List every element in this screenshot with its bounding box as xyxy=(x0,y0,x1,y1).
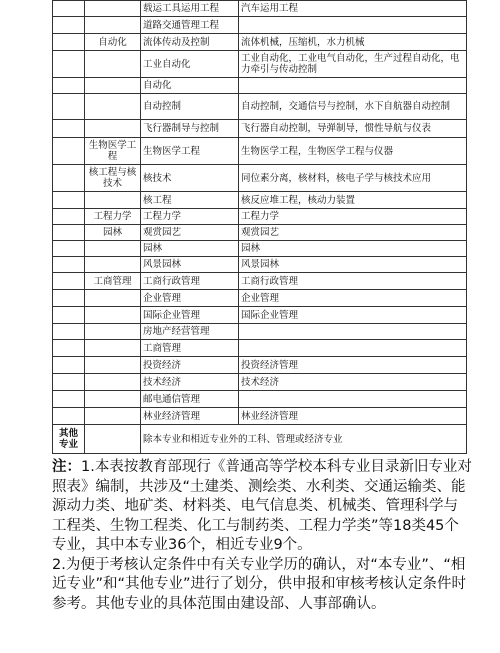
table-cell: 道路交通管理工程 xyxy=(141,17,239,34)
table-cell: 自动化 xyxy=(85,34,141,51)
table-cell xyxy=(53,165,85,192)
table-row xyxy=(53,34,467,51)
table-cell: 工程力学 xyxy=(85,209,141,225)
table-cell xyxy=(53,324,85,340)
table-cell: 工商行政管理 xyxy=(239,273,467,290)
table-cell: 核工程与核技术 xyxy=(85,165,141,192)
table-cell: 流体机械，压缩机，水力机械 xyxy=(239,34,467,51)
table-cell xyxy=(239,17,467,34)
table-cell: 工业自动化 xyxy=(141,51,239,78)
table-cell xyxy=(53,273,85,290)
table-cell: 生物医学工程 xyxy=(141,138,239,165)
table-cell xyxy=(53,290,85,307)
table-cell xyxy=(85,120,141,138)
table-cell xyxy=(53,225,85,241)
table-cell xyxy=(53,257,85,273)
table-row xyxy=(53,192,467,209)
table-cell: 园林 xyxy=(239,241,467,257)
table-cell: 投资经济管理 xyxy=(239,357,467,374)
table-row xyxy=(53,241,467,257)
table-cell xyxy=(85,340,141,357)
table-row xyxy=(53,408,467,425)
table-row xyxy=(53,391,467,408)
major-table-body xyxy=(53,1,467,454)
table-cell: 风景园林 xyxy=(239,257,467,273)
table-cell: 房地产经营管理 xyxy=(141,324,239,340)
table-cell: 技术经济 xyxy=(239,374,467,391)
table-row xyxy=(53,340,467,357)
table-cell xyxy=(85,78,141,94)
table-row xyxy=(53,17,467,34)
table-cell xyxy=(85,290,141,307)
table-cell: 工商管理 xyxy=(141,340,239,357)
table-cell xyxy=(85,51,141,78)
table-cell: 核工程 xyxy=(141,192,239,209)
other-majors-text: 除本专业和相近专业外的工科、管理或经济专业 xyxy=(141,425,467,454)
table-cell: 载运工具运用工程 xyxy=(141,1,239,17)
table-cell: 核反应堆工程，核动力装置 xyxy=(239,192,467,209)
table-cell xyxy=(239,78,467,94)
table-cell xyxy=(85,94,141,120)
table-cell xyxy=(85,241,141,257)
table-cell xyxy=(85,307,141,324)
table-cell xyxy=(53,374,85,391)
table-row xyxy=(53,357,467,374)
table-cell xyxy=(53,34,85,51)
table-cell: 园林 xyxy=(85,225,141,241)
table-cell: 工程力学 xyxy=(239,209,467,225)
table-cell: 国际企业管理 xyxy=(141,307,239,324)
table-row xyxy=(53,165,467,192)
table-cell: 工程力学 xyxy=(141,209,239,225)
table-cell: 国际企业管理 xyxy=(239,307,467,324)
table-cell: 生物医学工程，生物医学工程与仪器 xyxy=(239,138,467,165)
table-cell xyxy=(53,209,85,225)
table-cell: 飞行器自动控制，导弹制导，惯性导航与仪表 xyxy=(239,120,467,138)
table-cell: 观赏园艺 xyxy=(141,225,239,241)
table-cell xyxy=(239,391,467,408)
table-cell xyxy=(239,324,467,340)
table-cell: 企业管理 xyxy=(141,290,239,307)
table-row xyxy=(53,225,467,241)
table-cell: 投资经济 xyxy=(141,357,239,374)
table-row xyxy=(53,324,467,340)
table-cell: 汽车运用工程 xyxy=(239,1,467,17)
table-row xyxy=(53,290,467,307)
table-cell xyxy=(85,17,141,34)
table-cell: 同位素分离，核材料，核电子学与核技术应用 xyxy=(239,165,467,192)
table-cell xyxy=(53,120,85,138)
table-cell: 企业管理 xyxy=(239,290,467,307)
table-row xyxy=(53,1,467,17)
table-cell xyxy=(53,17,85,34)
table-cell: 自动化 xyxy=(141,78,239,94)
table-cell: 工商行政管理 xyxy=(141,273,239,290)
table-row xyxy=(53,374,467,391)
table-cell xyxy=(53,391,85,408)
table-cell: 工商管理 xyxy=(85,273,141,290)
table-cell: 核技术 xyxy=(141,165,239,192)
table-cell xyxy=(53,307,85,324)
table-cell xyxy=(53,357,85,374)
note-text-1: 1.本表按教育部现行《普通高等学校本科专业目录新旧专业对照表》编制，共涉及“土建类、测绘类、水利类、交通运输类、能源动力类、地矿类、材料类、电气信息类、机械类、管理科学与工程类、生物工程类、化工与制药类、工程力学类”等18类45个专业，其中本专业36个，相近专业9个。 xyxy=(52,459,472,553)
table-row xyxy=(53,120,467,138)
note-lead: 注： xyxy=(52,459,81,475)
table-cell: 自动控制 xyxy=(141,94,239,120)
notes-section xyxy=(52,458,472,614)
table-cell xyxy=(85,192,141,209)
table-cell: 林业经济管理 xyxy=(141,408,239,425)
table-cell: 自动控制，交通信号与控制，水下自航器自动控制 xyxy=(239,94,467,120)
table-cell xyxy=(85,374,141,391)
table-cell xyxy=(85,408,141,425)
table-cell xyxy=(53,241,85,257)
table-cell xyxy=(53,408,85,425)
table-row xyxy=(53,257,467,273)
table-row xyxy=(53,94,467,120)
table-cell: 林业经济管理 xyxy=(239,408,467,425)
table-row xyxy=(53,51,467,78)
table-cell xyxy=(85,357,141,374)
table-row-other-majors xyxy=(53,425,467,454)
note-paragraph-2: 2.为便于考核认定条件中有关专业学历的确认，对“本专业”、“相近专业”和“其他专业”进行了划分，供申报和审核考核认定条件时参考。其他专业的具体范围由建设部、人事部确认。 xyxy=(52,556,467,612)
table-row xyxy=(53,138,467,165)
table-cell: 生物医学工程 xyxy=(85,138,141,165)
table-cell: 观赏园艺 xyxy=(239,225,467,241)
table-cell: 园林 xyxy=(141,241,239,257)
major-table xyxy=(52,0,467,454)
table-cell xyxy=(85,257,141,273)
table-cell xyxy=(239,340,467,357)
table-cell xyxy=(85,425,141,454)
table-cell: 飞行器制导与控制 xyxy=(141,120,239,138)
table-row xyxy=(53,273,467,290)
table-cell: 技术经济 xyxy=(141,374,239,391)
table-cell: 邮电通信管理 xyxy=(141,391,239,408)
table-cell xyxy=(53,340,85,357)
table-cell xyxy=(53,78,85,94)
table-cell xyxy=(53,138,85,165)
table-cell xyxy=(53,51,85,78)
table-cell xyxy=(85,1,141,17)
other-majors-label: 其他专业 xyxy=(53,425,85,454)
table-cell: 风景园林 xyxy=(141,257,239,273)
table-cell xyxy=(53,192,85,209)
note-paragraph-1 xyxy=(52,458,472,556)
table-row xyxy=(53,209,467,225)
table-cell xyxy=(53,1,85,17)
table-row xyxy=(53,307,467,324)
table-cell xyxy=(85,324,141,340)
table-row xyxy=(53,78,467,94)
table-cell: 工业自动化，工业电气自动化，生产过程自动化，电力牵引与传动控制 xyxy=(239,51,467,78)
table-cell xyxy=(53,94,85,120)
table-cell: 流体传动及控制 xyxy=(141,34,239,51)
table-cell xyxy=(85,391,141,408)
